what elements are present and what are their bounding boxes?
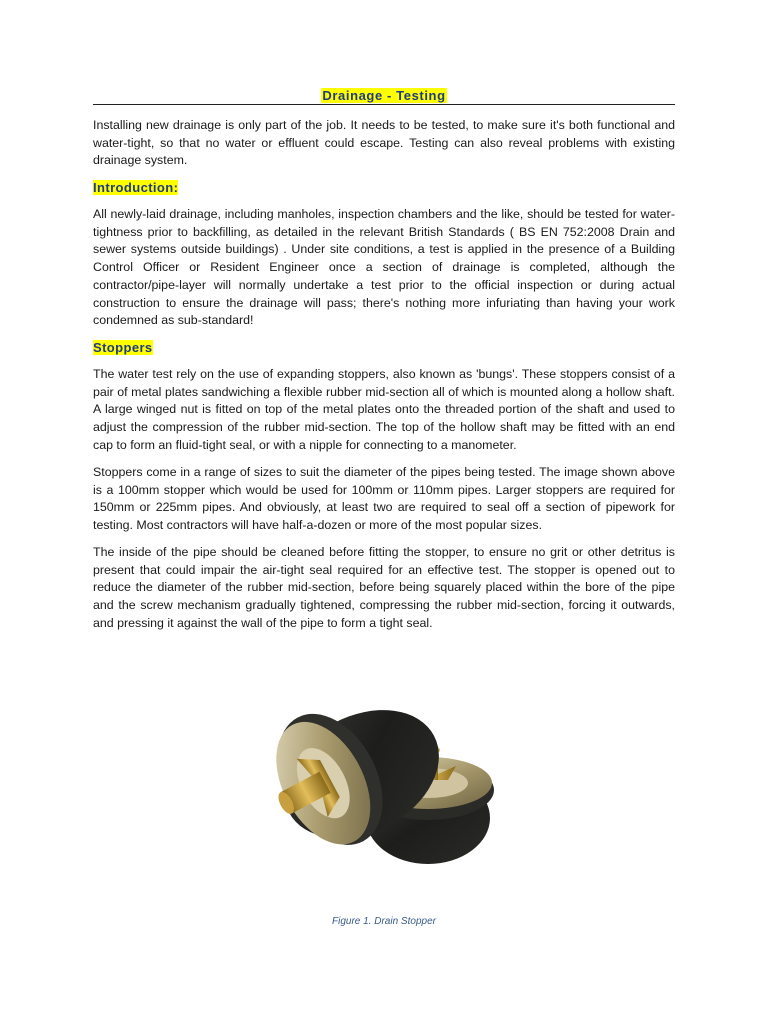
drain-stopper-image bbox=[248, 640, 520, 908]
stoppers-paragraph-2: Stoppers come in a range of sizes to suit the diameter of the pipes being tested. The image shown above is a 100mm stopper which would be used for 100mm or 110mm pipes. Larger stoppers are required for 150mm or 225mm pipes. And obviously, at least two are required to seal off a section of pipework for testing. Most contractors will have half-a-dozen or more of the most popular sizes. bbox=[93, 465, 675, 533]
section-heading-stoppers bbox=[93, 340, 153, 356]
section-heading-stoppers-label: Stoppers bbox=[93, 340, 153, 355]
title-container bbox=[93, 87, 675, 105]
section-heading-introduction-label: Introduction: bbox=[93, 180, 179, 195]
introduction-paragraph: All newly-laid drainage, including manholes, inspection chambers and the like, should be tested for water-tightness prior to backfilling, as detailed in the relevant British Standards ( BS EN 752:2008 Drain and sewer systems outside buildings) . Under site conditions, a test is applied in the presence of a Building Control Officer or Resident Engineer once a section of drainage is completed, although the contractor/pipe-layer will normally undertake a test prior to the official inspection or during actual construction to ensure the drainage will pass; there's nothing more infuriating than having your work condemned as sub-standard! bbox=[93, 207, 675, 328]
title-divider bbox=[93, 104, 675, 105]
page-title: Drainage - Testing bbox=[322, 88, 446, 103]
figure-caption: Figure 1. Drain Stopper bbox=[332, 916, 436, 927]
section-heading-introduction bbox=[93, 180, 178, 196]
intro-paragraph: Installing new drainage is only part of the job. It needs to be tested, to make sure it's both functional and water-tight, so that no water or effluent could escape. Testing can also reveal problems with existing drainage system. bbox=[93, 118, 675, 168]
stoppers-paragraph-3: The inside of the pipe should be cleaned before fitting the stopper, to ensure no grit or other detritus is present that could impair the air-tight seal required for an effective test. The stopper is opened out to reduce the diameter of the rubber mid-section, before being squarely placed within the bore of the pipe and the screw mechanism gradually tightened, compressing the rubber mid-section, forcing it outwards, and pressing it against the wall of the pipe to form a tight seal. bbox=[93, 545, 675, 630]
stoppers-paragraph-1: The water test rely on the use of expanding stoppers, also known as 'bungs'. These stoppers consist of a pair of metal plates sandwiching a flexible rubber mid-section all of which is mounted along a hollow shaft. A large winged nut is fitted on top of the metal plates onto the threaded portion of the shaft and used to adjust the compression of the rubber mid-section. The top of the hollow shaft may be fitted with an end cap to form an fluid-tight seal, or with a nipple for connecting to a manometer. bbox=[93, 367, 675, 452]
